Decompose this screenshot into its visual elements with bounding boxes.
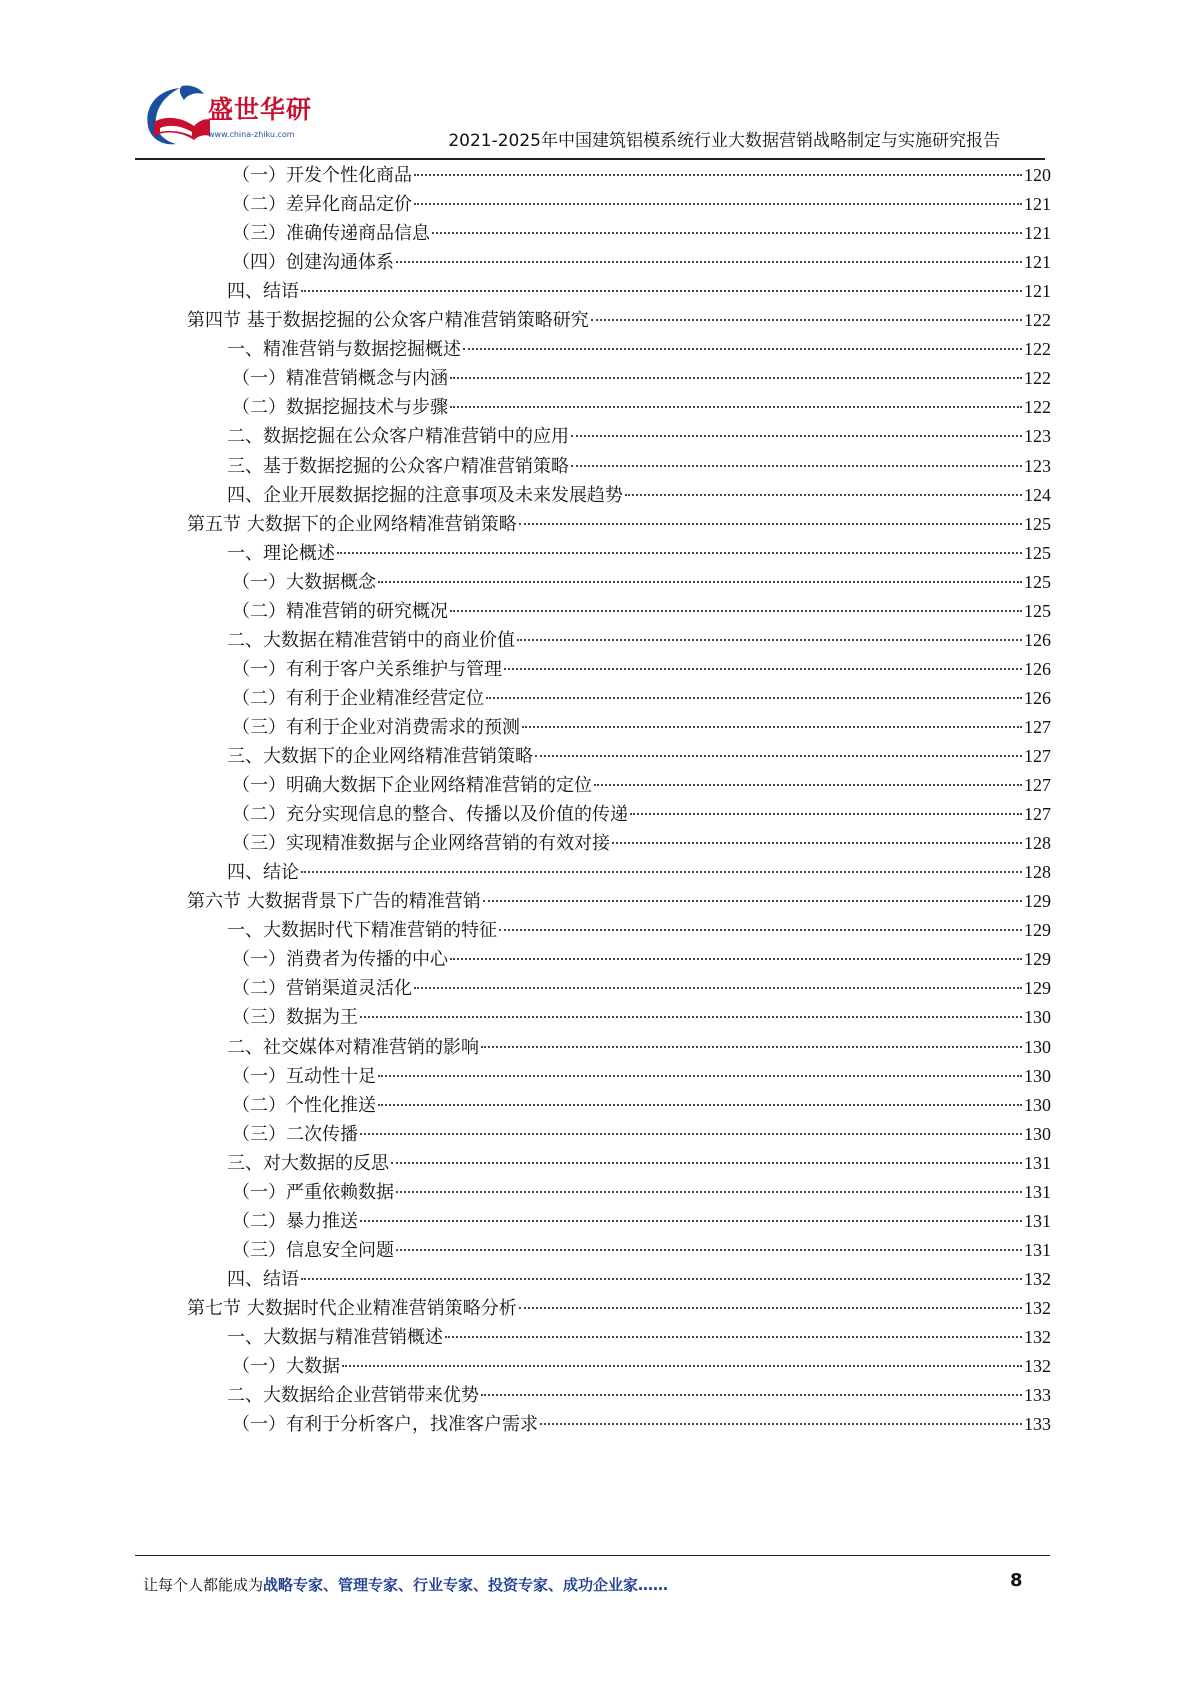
toc-leader-dots: [414, 987, 1022, 989]
toc-entry-title: （三）二次传播: [232, 1123, 358, 1145]
toc-entry-title: （一）明确大数据下企业网络精准营销的定位: [232, 775, 592, 797]
toc-entry-title: （一）严重依赖数据: [232, 1181, 394, 1203]
toc-entry-title: （一）大数据: [232, 1356, 340, 1378]
footer-slogan: [143, 1574, 668, 1595]
toc-entry[interactable]: [232, 799, 1051, 829]
toc-entry[interactable]: [187, 509, 1051, 539]
toc-entry-page: 128: [1024, 833, 1051, 854]
toc-entry-title: （三）准确传递商品信息: [232, 223, 430, 245]
toc-entry-page: 127: [1024, 746, 1051, 766]
toc-entry-page: 129: [1024, 978, 1051, 999]
toc-entry-page: 129: [1024, 949, 1051, 970]
toc-entry-title: （三）信息安全问题: [232, 1239, 394, 1261]
toc-leader-dots: [571, 435, 1022, 437]
toc-leader-dots: [499, 929, 1022, 931]
toc-entry-title: （二）营销渠道灵活化: [232, 978, 412, 1000]
toc-entry-page: 133: [1024, 1385, 1051, 1406]
toc-leader-dots: [360, 1220, 1022, 1222]
toc-leader-dots: [519, 523, 1022, 525]
toc-leader-dots: [414, 174, 1022, 176]
toc-leader-dots: [594, 784, 1022, 786]
toc-entry-title: 四、结论: [227, 862, 299, 884]
toc-entry-page: 121: [1024, 223, 1051, 244]
toc-entry-title: 一、理论概述: [227, 542, 335, 564]
toc-entry-page: 122: [1024, 368, 1051, 389]
toc-entry-page: 127: [1024, 716, 1051, 737]
toc-leader-dots: [463, 348, 1022, 350]
toc-leader-dots: [571, 465, 1022, 467]
toc-leader-dots: [445, 1336, 1022, 1338]
toc-entry[interactable]: [232, 654, 1051, 684]
toc-entry-title: 四、结语: [227, 1268, 299, 1290]
toc-entry-page: 130: [1024, 1123, 1051, 1144]
toc-leader-dots: [378, 1075, 1022, 1077]
toc-leader-dots: [540, 1423, 1022, 1425]
toc-leader-dots: [522, 726, 1022, 728]
toc-leader-dots: [414, 203, 1022, 205]
toc-entry[interactable]: [232, 712, 1051, 742]
toc-entry-title: （一）有利于客户关系维护与管理: [232, 658, 502, 680]
toc-entry-page: 126: [1024, 629, 1051, 650]
toc-entry-title: （三）数据为王: [232, 1007, 358, 1029]
toc-leader-dots: [630, 813, 1022, 815]
toc-leader-dots: [432, 232, 1022, 234]
toc-entry-page: 128: [1024, 862, 1051, 883]
toc-entry-title: 第七节 大数据时代企业精准营销策略分析: [187, 1297, 517, 1319]
toc-leader-dots: [591, 319, 1022, 321]
toc-entry-title: 第六节 大数据背景下广告的精准营销: [187, 891, 481, 913]
toc-entry[interactable]: [227, 741, 1051, 771]
toc-leader-dots: [342, 1365, 1022, 1367]
toc-entry-page: 130: [1024, 1007, 1051, 1028]
toc-leader-dots: [450, 377, 1022, 379]
toc-leader-dots: [360, 1133, 1022, 1135]
toc-entry-title: （一）开发个性化商品: [232, 165, 412, 186]
toc-entry-title: （三）有利于企业对消费需求的预测: [232, 716, 520, 738]
toc-entry[interactable]: [232, 1177, 1051, 1207]
toc-entry[interactable]: [232, 944, 1051, 974]
toc-entry-page: 132: [1024, 1268, 1051, 1289]
toc-entry[interactable]: [232, 392, 1051, 422]
toc-entry[interactable]: [227, 276, 1051, 306]
toc-entry[interactable]: [232, 770, 1051, 800]
toc-leader-dots: [517, 639, 1022, 641]
toc-entry-title: （四）创建沟通体系: [232, 252, 394, 274]
toc-leader-dots: [450, 610, 1022, 612]
toc-entry-page: 132: [1024, 1356, 1051, 1377]
toc-entry-title: 三、大数据下的企业网络精准营销策略: [227, 746, 533, 767]
toc-entry-page: 132: [1024, 1297, 1051, 1318]
toc-entry-page: 120: [1024, 165, 1051, 185]
toc-leader-dots: [337, 552, 1022, 554]
toc-leader-dots: [535, 755, 1022, 757]
toc-entry-title: （一）互动性十足: [232, 1065, 376, 1087]
toc-entry-page: 122: [1024, 339, 1051, 360]
toc-leader-dots: [360, 1016, 1022, 1018]
toc-entry-title: 二、社交媒体对精准营销的影响: [227, 1036, 479, 1058]
toc-entry-page: 125: [1024, 600, 1051, 621]
toc-entry-title: （三）实现精准数据与企业网络营销的有效对接: [232, 833, 610, 855]
toc-entry-title: 四、企业开展数据挖掘的注意事项及未来发展趋势: [227, 484, 623, 506]
toc-entry[interactable]: [187, 886, 1051, 916]
toc-entry-page: 132: [1024, 1327, 1051, 1347]
toc-entry[interactable]: [227, 1148, 1051, 1178]
toc-entry[interactable]: [232, 1351, 1051, 1381]
toc-entry[interactable]: [227, 1380, 1051, 1410]
toc-entry-page: 130: [1024, 1065, 1051, 1086]
toc-leader-dots: [396, 1249, 1022, 1251]
toc-entry-title: 四、结语: [227, 281, 299, 303]
toc-entry[interactable]: [227, 625, 1051, 655]
toc-entry-page: 124: [1024, 484, 1051, 505]
footer-slogan-prefix: 让每个人都能成为: [143, 1576, 264, 1594]
toc-leader-dots: [625, 494, 1022, 496]
toc-entry[interactable]: [232, 1409, 1051, 1439]
toc-leader-dots: [450, 958, 1022, 960]
toc-entry[interactable]: [232, 1206, 1051, 1236]
toc-entry-title: （一）精准营销概念与内涵: [232, 368, 448, 390]
toc-entry-title: 三、对大数据的反思: [227, 1152, 389, 1174]
toc-entry[interactable]: [227, 1032, 1051, 1062]
toc-entry[interactable]: [227, 1264, 1051, 1294]
toc-entry-page: 123: [1024, 455, 1051, 476]
toc-entry[interactable]: [232, 683, 1051, 713]
toc-leader-dots: [396, 261, 1022, 263]
toc-leader-dots: [612, 842, 1022, 844]
toc-leader-dots: [301, 290, 1022, 292]
toc-entry-page: 127: [1024, 804, 1051, 825]
toc-entry-title: 二、大数据给企业营销带来优势: [227, 1385, 479, 1407]
toc-entry[interactable]: [232, 828, 1051, 858]
toc-entry-page: 126: [1024, 658, 1051, 679]
toc-entry-page: 133: [1024, 1414, 1051, 1435]
toc-entry-page: 130: [1024, 1036, 1051, 1057]
toc-entry[interactable]: [232, 1119, 1051, 1149]
toc-entry-title: 二、大数据在精准营销中的商业价值: [227, 629, 515, 651]
toc-entry[interactable]: [227, 1322, 1051, 1352]
toc-leader-dots: [378, 581, 1022, 583]
toc-entry[interactable]: [232, 1002, 1051, 1032]
page-header: [135, 80, 1045, 162]
report-title: 2021-2025年中国建筑铝模系统行业大数据营销战略制定与实施研究报告: [448, 131, 1000, 151]
logo-name: 盛世华研: [208, 95, 313, 124]
toc-entry[interactable]: [227, 915, 1051, 945]
toc-entry-page: 127: [1024, 775, 1051, 796]
toc-leader-dots: [504, 668, 1022, 670]
toc-entry[interactable]: [232, 247, 1051, 277]
toc-entry-title: 二、数据挖掘在公众客户精准营销中的应用: [227, 426, 569, 448]
toc-entry-page: 131: [1024, 1152, 1051, 1173]
toc-entry-title: （一）大数据概念: [232, 571, 376, 593]
toc-entry[interactable]: [232, 596, 1051, 626]
toc-leader-dots: [450, 406, 1022, 408]
toc-entry[interactable]: [232, 567, 1051, 597]
toc-entry-page: 131: [1024, 1210, 1051, 1231]
toc-entry-page: 131: [1024, 1239, 1051, 1260]
toc-entry-page: 123: [1024, 426, 1051, 447]
toc-leader-dots: [481, 1394, 1022, 1396]
footer-divider: [135, 1555, 1050, 1556]
toc-entry-title: （一）消费者为传播的中心: [232, 949, 448, 971]
toc-entry[interactable]: [227, 480, 1051, 510]
toc-entry[interactable]: [227, 421, 1051, 451]
toc-entry-page: 125: [1024, 542, 1051, 563]
toc-entry[interactable]: [232, 160, 1051, 190]
toc-entry-title: 一、大数据时代下精准营销的特征: [227, 920, 497, 942]
toc-entry[interactable]: [227, 538, 1051, 568]
toc-entry-page: 129: [1024, 891, 1051, 912]
toc-entry[interactable]: [232, 1235, 1051, 1265]
toc-entry-page: 130: [1024, 1094, 1051, 1115]
toc-leader-dots: [301, 871, 1022, 873]
toc-entry[interactable]: [187, 305, 1051, 335]
toc-entry-page: 121: [1024, 252, 1051, 273]
toc-entry-title: （二）精准营销的研究概况: [232, 600, 448, 622]
toc-entry[interactable]: [187, 1293, 1051, 1323]
toc-entry[interactable]: [232, 1090, 1051, 1120]
toc-entry-page: 126: [1024, 687, 1051, 708]
toc-entry-page: 122: [1024, 310, 1051, 331]
logo-url: www.china-zhiku.com: [208, 130, 295, 139]
toc-leader-dots: [378, 1104, 1022, 1106]
toc-entry[interactable]: [227, 857, 1051, 887]
toc-entry-title: （二）充分实现信息的整合、传播以及价值的传递: [232, 804, 628, 826]
toc-entry[interactable]: [232, 363, 1051, 393]
toc-entry-page: 121: [1024, 281, 1051, 302]
toc-entry-title: （二）差异化商品定价: [232, 194, 412, 216]
toc-leader-dots: [481, 1046, 1022, 1048]
toc-entry[interactable]: [232, 218, 1051, 248]
toc-entry-page: 125: [1024, 513, 1051, 534]
toc-entry-title: 一、大数据与精准营销概述: [227, 1327, 443, 1348]
toc-entry-page: 131: [1024, 1181, 1051, 1202]
footer-slogan-emphasis: 战略专家、管理专家、行业专家、投资专家、成功企业家……: [263, 1576, 669, 1594]
toc-entry-page: 122: [1024, 397, 1051, 418]
toc-entry-title: （二）暴力推送: [232, 1210, 358, 1232]
toc-leader-dots: [519, 1307, 1022, 1309]
toc-entry-title: 一、精准营销与数据挖掘概述: [227, 339, 461, 361]
toc-entry-title: 第五节 大数据下的企业网络精准营销策略: [187, 513, 517, 535]
toc-entry[interactable]: [227, 451, 1051, 481]
toc-entry-page: 125: [1024, 571, 1051, 592]
page-number: 8: [1010, 1570, 1023, 1591]
toc-entry[interactable]: [232, 1061, 1051, 1091]
toc-leader-dots: [301, 1278, 1022, 1280]
toc-entry[interactable]: [232, 189, 1051, 219]
toc-leader-dots: [391, 1162, 1022, 1164]
toc-entry-page: 129: [1024, 920, 1051, 941]
toc-entry-title: （二）有利于企业精准经营定位: [232, 687, 484, 709]
toc-entry-title: 第四节 基于数据挖掘的公众客户精准营销策略研究: [187, 310, 589, 332]
toc-entry-title: （二）数据挖掘技术与步骤: [232, 397, 448, 419]
toc-leader-dots: [486, 697, 1022, 699]
toc-leader-dots: [483, 900, 1022, 902]
toc-entry-page: 121: [1024, 194, 1051, 215]
toc-entry[interactable]: [232, 973, 1051, 1003]
toc-entry-title: （一）有利于分析客户，找准客户需求: [232, 1414, 538, 1436]
toc-leader-dots: [396, 1191, 1022, 1193]
toc-entry[interactable]: [227, 334, 1051, 364]
toc-entry-title: （二）个性化推送: [232, 1094, 376, 1116]
toc-entry-title: 三、基于数据挖掘的公众客户精准营销策略: [227, 455, 569, 477]
